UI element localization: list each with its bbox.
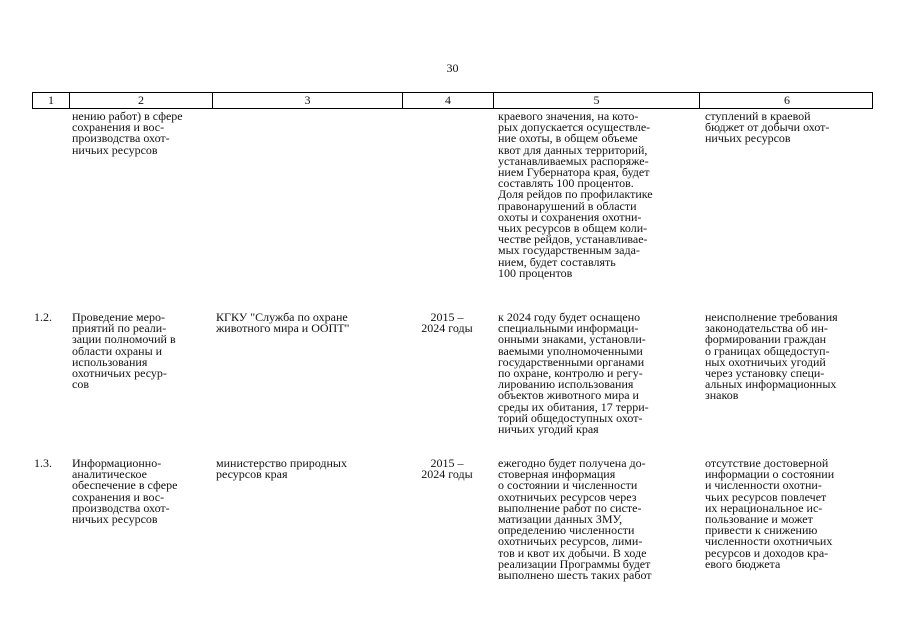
header-col-1: 1 xyxy=(48,93,54,107)
cell-activity-name: Информационно- аналитическое обеспечение в сфере сохранения и вос- производства охот- ничьих ресурсов xyxy=(72,456,178,527)
cell-risks: отсутствие достоверной информации о состоянии и численности охотни- чьих ресурсов повлечет их нерациональное ис- пользование и может привести к снижению численности охотничьих ресурсов и доходов кра- евого бюджета xyxy=(705,456,835,571)
cell-row-number: 1.2. xyxy=(34,310,52,324)
header-col-5: 5 xyxy=(493,93,699,108)
header-col-6: 6 xyxy=(699,93,874,108)
table-header-row xyxy=(32,92,873,109)
page-number: 30 xyxy=(446,61,459,75)
cell-executor: министерство природных ресурсов края xyxy=(216,456,347,482)
cell-expected-result: к 2024 году будет оснащено специальными информаци- онными знаками, установли- ваемыми уполномоченными государственными органами по охране, контролю и регу- лированию использования объектов животного мира и среды их обитания, 17 терри- торий общедоступных охот- ничьих угодий края xyxy=(498,310,649,437)
cell-risks: неисполнение требования законодательства об ин- формировании граждан о границах общедоступ- ных охотничьих угодий через установку специ- альных информационных знаков xyxy=(705,310,838,403)
cell-continuation-risk: ступлений в краевой бюджет от добычи охот- ничьих ресурсов xyxy=(705,109,830,146)
header-col-3: 3 xyxy=(212,93,402,108)
cell-years: 2015 – 2024 годы xyxy=(421,456,473,482)
cell-years: 2015 – 2024 годы xyxy=(421,310,473,336)
cell-activity-name: Проведение меро- приятий по реали- зации полномочий в области охраны и использования охотничьих ресур- сов xyxy=(72,310,176,392)
cell-row-number: 1.3. xyxy=(34,456,52,470)
cell-continuation-result: краевого значения, на кото- рых допускается осуществле- ние охоты, в общем объеме квот для данных территорий, устанавливаемых распоряже- нием Губернатора края, будет составлять 100 процентов. Доля рейдов по профилактике правонарушений в области охоты и сохранения охотни- чьих ресурсов в общем коли- честве рейдов, устанавливае- мых государственным зада- нием, будет составлять 100 процентов xyxy=(498,109,653,280)
header-col-2: 2 xyxy=(69,93,212,108)
cell-expected-result: ежегодно будет получена до- стоверная информация о состоянии и численности охотничьих ресурсов через выполнение работ по систе- матизации данных ЗМУ, определению численности охотничьих ресурсов, лими- тов и квот их добычи. В ходе реализации Программы будет выполнено шесть таких работ xyxy=(498,456,652,583)
header-col-4: 4 xyxy=(402,93,493,108)
cell-executor: КГКУ "Служба по охране животного мира и ООПТ" xyxy=(216,310,350,336)
cell-continuation-name: нению работ) в сфере сохранения и вос- производства охот- ничьих ресурсов xyxy=(72,109,183,157)
